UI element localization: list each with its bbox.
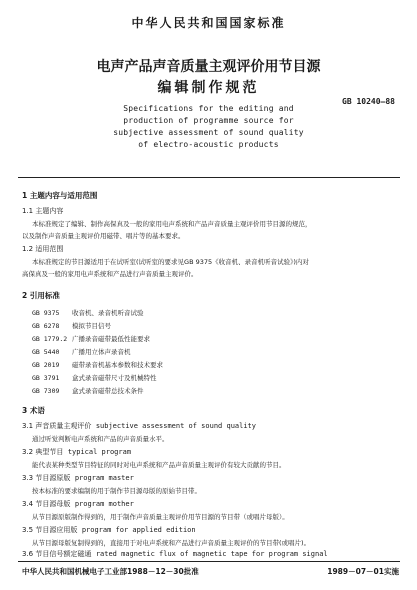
reference-code: GB 5440	[32, 348, 60, 356]
reference-title: 模拟节目信号	[72, 322, 111, 330]
term-english: typical program	[67, 448, 132, 456]
section-2-heading: 2 引用标准	[22, 291, 60, 300]
term-number: 3.5	[22, 526, 34, 534]
reference-code: GB 7309	[32, 387, 60, 395]
reference-item	[32, 308, 144, 317]
english-title-line: subjective assessment of sound quality	[113, 128, 304, 137]
bottom-divider	[18, 561, 400, 562]
term-english: program mother	[74, 500, 134, 508]
term-chinese: 节目信号额定磁通	[35, 550, 92, 558]
reference-item	[32, 347, 131, 356]
term-chinese: 节目源母版	[35, 500, 71, 508]
term-english: program for applied edition	[81, 526, 196, 534]
reference-code: GB 2019	[32, 361, 60, 369]
term-definition: 按本标准的要求编制的用于制作节目源母版的原始节目带。	[32, 487, 201, 495]
reference-item	[32, 373, 157, 382]
section-1-1-body-line: 本标准规定了编辑、制作高保真及一般的家用电声系统和产品声音质量主观评价用节目源的规范，	[32, 220, 312, 228]
section-1-2-body-line: 本标准规定的节目源适用于在试听室(试听室的要求见GB 9375《收音机、录音机听音试验》)内对	[32, 258, 309, 266]
term-entry	[22, 549, 328, 559]
term-entry	[22, 525, 196, 535]
term-chinese: 声音质量主观评价	[35, 422, 92, 430]
term-number: 3.3	[22, 474, 34, 482]
term-english: subjective assessment of sound quality	[95, 422, 256, 430]
reference-item	[32, 334, 150, 343]
term-definition: 从节目源原版制作得到的，用于制作声音质量主观评价用节目源的节目带（或唱片母版）。	[32, 513, 289, 521]
term-number: 3.1	[22, 422, 34, 430]
term-entry	[22, 447, 131, 457]
chinese-title-line-2: 编辑制作规范	[157, 80, 260, 96]
term-english: rated magnetic flux of magnetic tape for program signal	[95, 550, 328, 558]
standard-code: GB 10240—88	[342, 97, 395, 106]
term-entry	[22, 499, 134, 509]
reference-item	[32, 360, 163, 369]
top-divider	[18, 177, 400, 178]
chinese-title-line-1: 电声产品声音质量主观评价用节目源	[96, 59, 321, 75]
term-entry	[22, 421, 256, 431]
section-1-2-heading: 1.2 适用范围	[22, 245, 64, 253]
term-definition: 通过听觉判断电声系统和产品的声音质量水平。	[32, 435, 169, 443]
english-title-line: of electro-acoustic products	[138, 140, 279, 149]
term-definition: 能代表某种类型节目特征的同时对电声系统和产品声音质量主观评价有较大贡献的节目。	[32, 461, 286, 469]
section-1-1-heading: 1.1 主题内容	[22, 207, 64, 215]
reference-code: GB 9375	[32, 309, 60, 317]
term-chinese: 节目源原版	[35, 474, 71, 482]
reference-code: GB 1779.2	[32, 335, 68, 343]
english-title-line: Specifications for the editing and	[123, 104, 294, 113]
reference-title: 盒式录音磁带尺寸及机械特性	[72, 374, 157, 382]
section-3-heading: 3 术语	[22, 406, 45, 415]
approval-statement: 中华人民共和国机械电子工业部1988－12－30批准	[22, 567, 199, 576]
section-1-heading: 1 主题内容与适用范围	[22, 191, 98, 200]
reference-code: GB 3791	[32, 374, 60, 382]
term-number: 3.6	[22, 550, 34, 558]
term-entry	[22, 473, 134, 483]
reference-title: 盒式录音磁带总技术条件	[72, 387, 144, 395]
term-chinese: 节目源应用版	[35, 526, 78, 534]
term-number: 3.2	[22, 448, 34, 456]
term-chinese: 典型节目	[35, 448, 64, 456]
implementation-date: 1989－07－01实施	[327, 567, 399, 576]
reference-title: 广播录音磁带最低性能要求	[72, 335, 150, 343]
reference-title: 收音机、录音机听音试验	[72, 309, 144, 317]
national-standard-header: 中华人民共和国国家标准	[131, 16, 286, 30]
reference-item	[32, 321, 111, 330]
term-number: 3.4	[22, 500, 34, 508]
section-1-1-body-line: 以及制作声音质量主观评价用磁带、唱片等的基本要求。	[22, 232, 185, 240]
english-title-line: production of programme source for	[123, 116, 294, 125]
section-1-2-body-line: 高保真及一般的家用电声系统和产品进行声音质量主观评价。	[22, 270, 198, 278]
reference-code: GB 6278	[32, 322, 60, 330]
reference-title: 广播用立体声录音机	[72, 348, 131, 356]
term-english: program master	[74, 474, 134, 482]
reference-title: 磁带录音机基本参数和技术要求	[72, 361, 163, 369]
term-definition: 从节目源母版复制得到的，直接用于对电声系统和产品进行声音质量主观评价的节目带(或唱片)。	[32, 539, 311, 547]
reference-item	[32, 386, 144, 395]
